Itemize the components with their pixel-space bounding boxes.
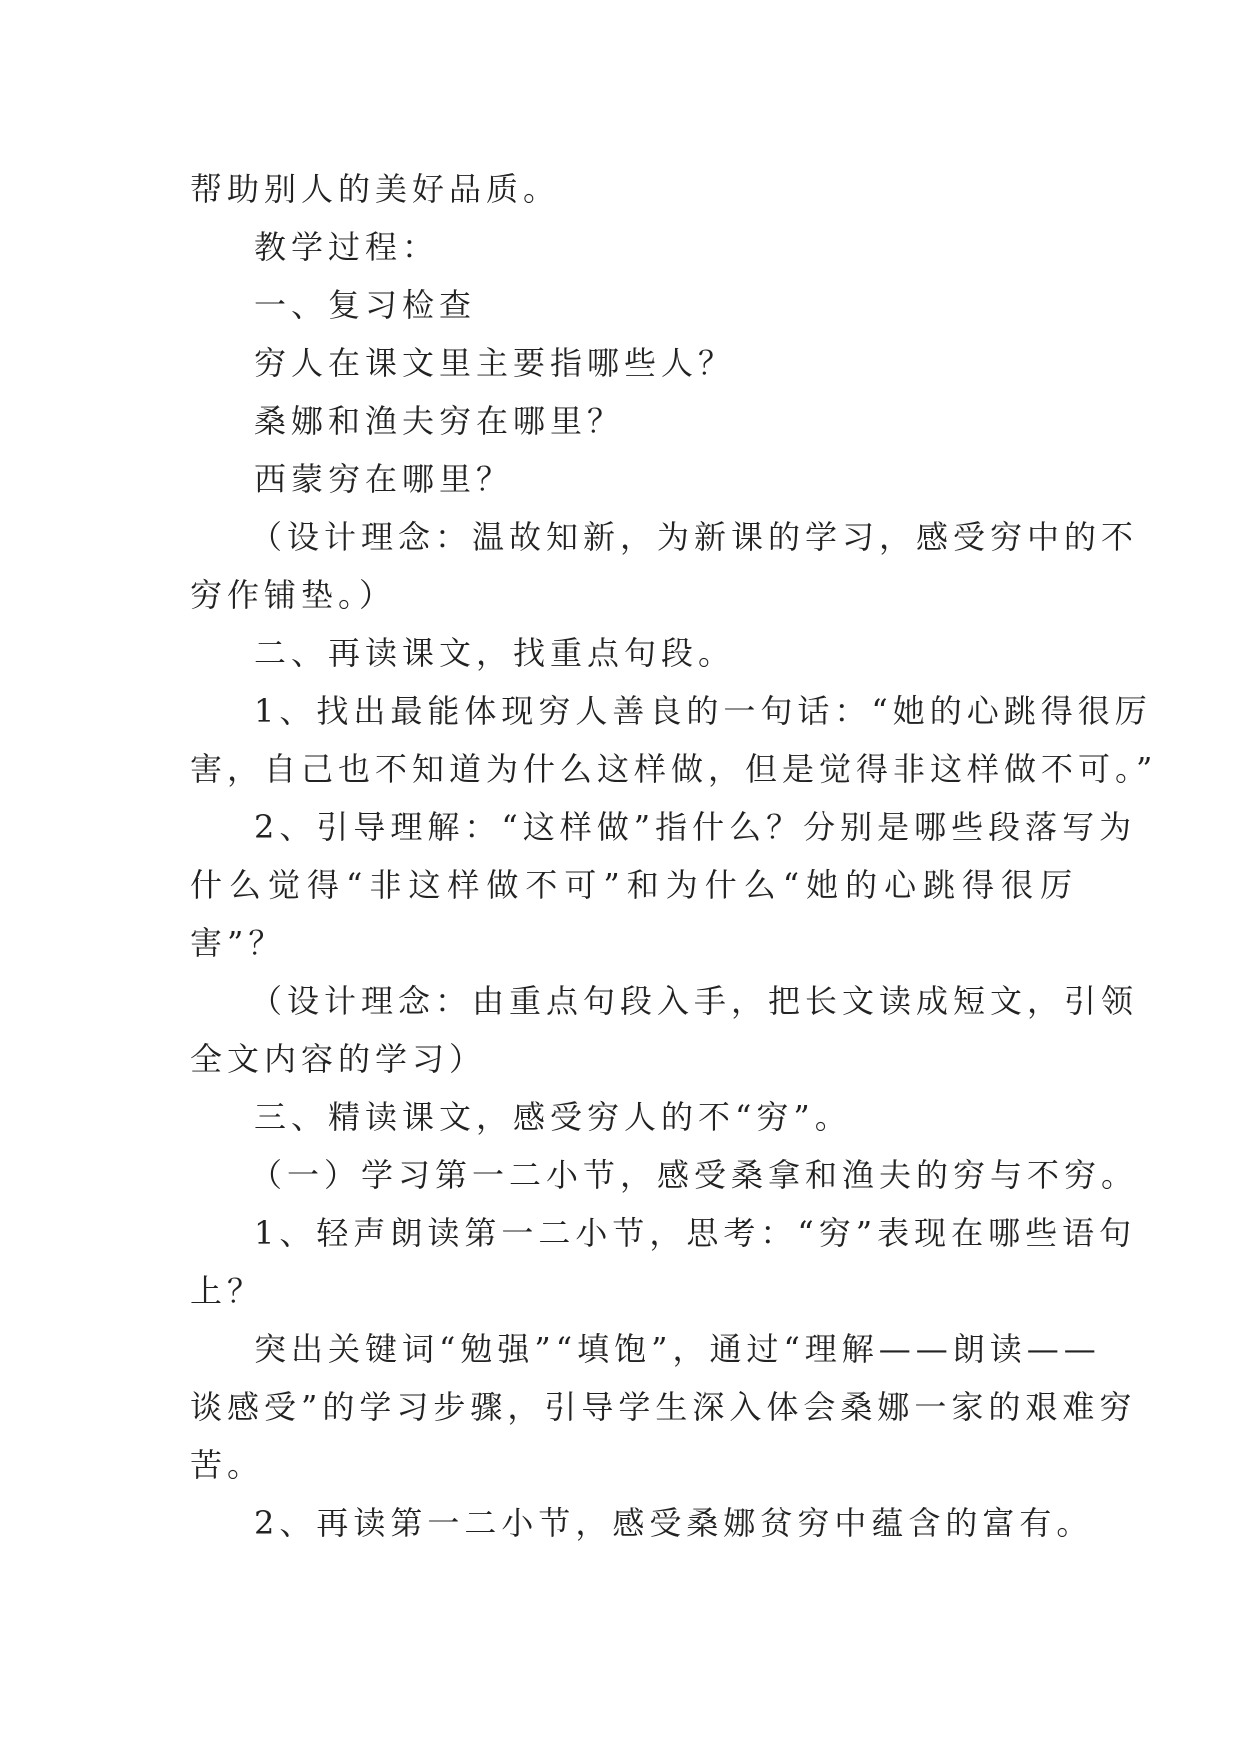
text-line: 教学过程： bbox=[254, 228, 440, 266]
subsection-heading: （一）学习第一二小节，感受桑拿和渔夫的穷与不穷。 bbox=[250, 1156, 1139, 1194]
text-line: 全文内容的学习） bbox=[190, 1040, 487, 1078]
section-heading: 二、再读课文，找重点句段。 bbox=[254, 634, 736, 672]
section-heading: 一、复习检查 bbox=[254, 286, 477, 324]
document-body bbox=[190, 160, 1158, 1552]
text-line: 2、引导理解：“这样做”指什么？分别是哪些段落写为 bbox=[254, 808, 1137, 846]
text-line: 西蒙穷在哪里？ bbox=[254, 460, 514, 498]
text-line: 什么觉得“非这样做不可”和为什么“她的心跳得很厉 bbox=[190, 866, 1080, 904]
section-heading: 三、精读课文，感受穷人的不“穷”。 bbox=[254, 1098, 852, 1136]
text-line: 2、再读第一二小节，感受桑娜贫穷中蕴含的富有。 bbox=[254, 1504, 1094, 1542]
text-line: 穷人在课文里主要指哪些人？ bbox=[254, 344, 736, 382]
text-line: 害，自己也不知道为什么这样做，但是觉得非这样做不可。” bbox=[190, 750, 1158, 788]
text-line: 帮助别人的美好品质。 bbox=[190, 170, 561, 208]
text-line: （设计理念：由重点句段入手，把长文读成短文，引领 bbox=[250, 982, 1139, 1020]
text-line: 害”？ bbox=[190, 924, 286, 962]
text-line: 桑娜和渔夫穷在哪里？ bbox=[254, 402, 625, 440]
text-line: （设计理念：温故知新，为新课的学习，感受穷中的不 bbox=[250, 518, 1139, 556]
text-line: 1、轻声朗读第一二小节，思考：“穷”表现在哪些语句 bbox=[254, 1214, 1137, 1252]
text-line: 苦。 bbox=[190, 1446, 265, 1484]
text-line: 谈感受”的学习步骤，引导学生深入体会桑娜一家的艰难穷 bbox=[190, 1388, 1137, 1426]
text-line: 突出关键词“勉强”“填饱”，通过“理解——朗读—— bbox=[254, 1330, 1101, 1368]
text-line: 穷作铺垫。） bbox=[190, 576, 397, 614]
text-line: 1、找出最能体现穷人善良的一句话：“她的心跳得很厉 bbox=[254, 692, 1152, 730]
text-line: 上？ bbox=[190, 1272, 265, 1310]
